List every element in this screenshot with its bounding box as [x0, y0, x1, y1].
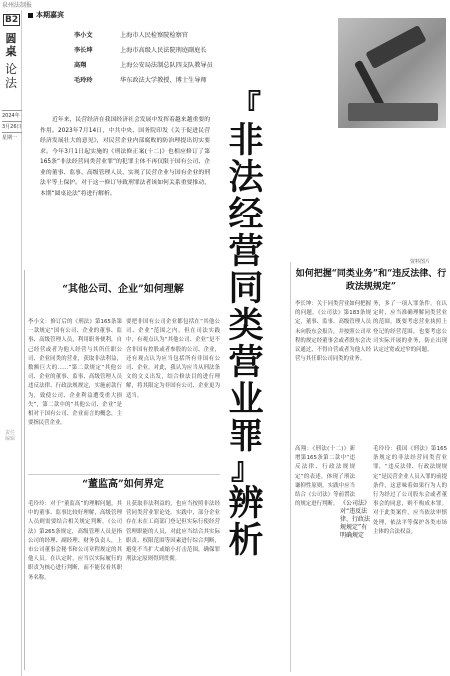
guest-panel-heading: 本期嘉宾 — [28, 10, 338, 20]
article-column: 李小文：修订后的《刑法》第165条第一款规定“国有公司、企业的董事、监事、高级管理人员，利用职务便利，自己经营或者为他人经营与其所任职公司、企业同类的营业，获取非法利益，数额巨大的……”第二款规定“其他公司、企业的董事、监事、高级管理人员违反法律、行政法规规定，实施前款行为，致使公司、企业利益遭受重大损失”，第二款中的“其他公司、企业”是相对于国有公司、企业而言的概念，主要指民营企业。 — [28, 319, 122, 427]
headline-open-quote: 『 — [231, 89, 261, 124]
page-number: B2 — [5, 15, 19, 25]
article-column: 李长坤：关于同类营业如何把握的问题，《公司法》第183条规定，董事、监事、高级管理人员未向股东会报告，并按照公司章程的规定经董事会或者股东会决议通过，不得自营或者为他人经营与其任职公司同类的业务。 — [295, 301, 371, 363]
guest-title: 上海公安局法制总队四支队教导员 — [120, 62, 213, 69]
article-column: 毛玲玲：我国《刑法》第165条规定的非法经营同类营业罪，“违反法律、行政法规规定”是民营企业人员入罪的前提条件，这意味着如果行为人的行为经过了公司股东会或者董事会的同意，则不构成本罪。对于此类案件，应当依法审慎处理，依法平等保护各类市场主体的合法权益。 — [373, 446, 447, 535]
headline-close-quote: 』 — [231, 452, 261, 487]
guest-item — [28, 58, 338, 73]
article-column: 要把非国有公司企业都包括在“其他公司、企业”范围之内。但在司法实践中，有观点认为“其他公司、企业”是不含非国有控股或者参股的公司、企业，还有观点认为应当包括所有非国有公司、企业。对此，我认为应当从刑法条文的文义出发，结合修法目的进行理解，将其限定为非国有公司、企业更为适当。 — [126, 319, 220, 399]
editor-credit: 责任编辑 — [4, 430, 15, 442]
subheading-same-business: 如何把握“同类业务”和“违反法律、行政法规规定” — [295, 269, 447, 292]
subheading-other-companies: “其他公司、企业”如何理解 — [62, 284, 184, 295]
issue-year: 2024年 — [2, 110, 22, 121]
guest-title: 上海市人民检察院检察官 — [120, 32, 189, 39]
column-divider — [290, 262, 291, 672]
guest-panel — [28, 10, 338, 110]
article-column: 务，多了一项入罪条件。在认定时，应当准确理解同类营业的范围，既要考虑营业执照上登记的经营范围，也要考虑公司实际开展的业务，防止出现认定过宽或过窄的问题。 — [373, 301, 447, 354]
guest-name: 李长坤 — [74, 47, 93, 54]
sound-block-shape — [348, 103, 438, 121]
issue-day: 3月26日 — [2, 121, 22, 132]
newspaper-masthead-strip: 泉州法制报 — [2, 2, 33, 9]
intro-paragraph: 近年来，民营经济在我国经济社会发展中发挥着越来越重要的作用。2023年7月14日，中共中央、国务院印发《关于促进民营经济发展壮大的意见》，对民营企业内部腐败的防治理提出切实要求。今年3月1日起实施的《刑法修正案(十二)》也相应修订了第165条“非法经营同类营业罪”的犯罪主体不再仅限于国有公司、企业的董事、监事、高级管理人员，实现了民营企业与国有企业的刑法平等上保护。对于这一修订导致刑罪法者该如何关系重要推动，本期“圆桌论法”将进行解析。 — [40, 117, 210, 197]
headline-main: 非法经营同类营业罪 — [228, 120, 264, 457]
subheading-executives: “董监高”如何界定 — [82, 479, 164, 490]
main-headline — [224, 89, 268, 561]
guest-name: 李小文 — [74, 32, 93, 39]
article-column: 且获取非法利益的，也应当按照非法经营同类营业罪论处。实践中，部分企业存在未在工商部门登记但实际行使经营管理职能的人员，对此应当结合其实际职责、权限范围等因素进行综合判断，避免不当扩大或缩小打击范围，确保罪刑法定原则得到贯彻。 — [126, 501, 220, 563]
article-column: 毛玲玲：对于“董监高”的理解问题，其中的董事、监事比较好理解，高级管理人员则需要结合相关规定判断。《公司法》第265条规定，高级管理人员是指公司的经理、副经理、财务负责人，上市公司董事会秘书和公司章程规定的其他人员。在认定时，应当以实际履行的职责为核心进行判断，而不能仅看其职务名称。 — [28, 501, 122, 581]
section-sidebar — [0, 10, 22, 676]
pull-quote: 《公司法》对“违反法律、行政法规规定”有明确规定 — [340, 500, 371, 539]
guest-name: 高翔 — [74, 62, 87, 69]
guest-name: 毛玲玲 — [74, 77, 93, 84]
gavel-head-shape — [365, 25, 426, 69]
guest-title: 华东政法大学教授、博士生导师 — [120, 77, 207, 84]
issue-weekday: 星期一 — [2, 132, 22, 143]
headline-suffix: 辨析 — [228, 483, 264, 561]
article-column: 高翔：《刑法(十二)》新增第165条第二款中“违反法律、行政法规规定”的表述，体现了刑法谦抑性原则。实践中应当结合《公司法》等前置法的规定进行判断。 — [295, 446, 355, 508]
guest-item — [28, 28, 338, 43]
guest-title: 上海市高级人民法院刑庭副庭长 — [120, 47, 207, 54]
guest-item — [28, 73, 338, 88]
section-divider — [28, 474, 220, 475]
guest-item — [28, 43, 338, 58]
photo-caption: 资料图片 — [410, 259, 431, 265]
square-bullet-icon — [28, 13, 33, 18]
section-name: 圆桌 — [5, 32, 17, 58]
column-rule — [24, 270, 25, 670]
section-subname: 论法 — [4, 62, 17, 90]
gavel-photo — [338, 18, 446, 128]
issue-date — [2, 110, 22, 143]
